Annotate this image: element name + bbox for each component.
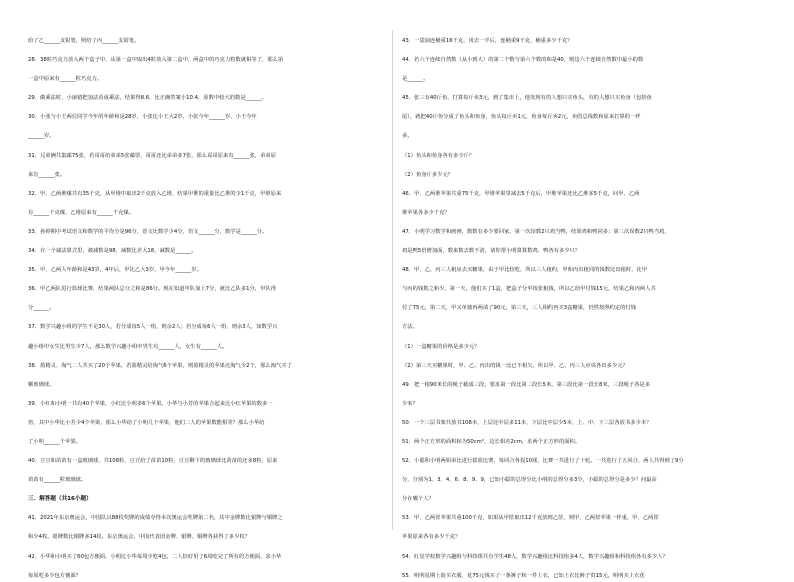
question-line: 给了乙______支铅笔，照给了丙______支铅笔。	[28, 38, 140, 44]
line-gap	[28, 505, 394, 513]
question-line: 堆苹果各多少千克？	[402, 209, 450, 216]
line-gap	[402, 486, 768, 494]
question-line: ______岁。	[28, 133, 55, 140]
question-line: 44．若六个连续自然数（从小到大）的第二个数与第六个数的和是40，则这六个连续自然数中最小的数	[402, 57, 644, 64]
line-gap	[402, 295, 768, 303]
question-line: 53．甲、乙两筐苹果共重100千克，如果从甲筐取出12千克放到乙筐，则甲、乙两筐苹果一样重，甲、乙两筐	[402, 515, 659, 522]
line-gap	[28, 161, 394, 169]
line-gap	[28, 410, 394, 418]
line-gap	[402, 276, 768, 284]
question-line: 来有______张。	[28, 171, 66, 178]
question-line: （2）第三天买糖果时，甲、乙、丙出的钱一比已不相欠，所以甲、乙、丙三人应该各出多少元？	[402, 362, 628, 369]
line-gap	[28, 200, 394, 208]
line-gap	[402, 200, 768, 208]
line-gap	[402, 448, 768, 456]
line-gap	[402, 429, 768, 437]
line-gap	[402, 104, 768, 112]
question-line: 55．明明星期上街买衣服，花75元钱买了一条裤子和一件上衣，已知上衣比裤子贵15元，明明买上衣花	[402, 572, 645, 579]
question-line: 分______。	[28, 305, 55, 312]
line-gap	[402, 562, 768, 570]
question-line: 31．兄弟俩共集邮75张，若哥哥给弟弟5张邮票，哥哥还比弟弟多7张，那么哥哥原来有______张，弟弟原	[28, 152, 276, 159]
line-gap	[402, 85, 768, 93]
line-gap	[402, 505, 768, 513]
question-line: 分在哪个人？	[402, 496, 434, 503]
question-line: 51．两个正方形的面积和为50cm²，边长相差2cm，求两个正方形的面积。	[402, 438, 581, 445]
question-line: 38．篮精灵、淘气二人共买了20个苹果，若篮精灵给淘气6个苹果，则篮精灵的苹果比淘气少2个，那么淘气买了	[28, 362, 292, 369]
question-line: 少米？	[402, 400, 418, 407]
line-gap	[402, 372, 768, 380]
top-margin	[28, 0, 394, 36]
line-gap	[402, 257, 768, 265]
line-gap	[402, 66, 768, 74]
line-gap	[28, 543, 394, 551]
question-line: 是______。	[402, 76, 429, 83]
line-gap	[28, 219, 394, 227]
line-gap	[402, 161, 768, 169]
right-column	[402, 0, 768, 582]
question-line: 28．38粒巧克力放入两个盒子中，从第一盒中取出4粒放入第二盒中，两盒中的巧克力粒数就相等了，那么第	[28, 57, 284, 64]
line-gap	[28, 238, 394, 246]
question-line: 苹果原来各有多少千克？	[402, 534, 461, 541]
question-line: 一盒中原来有______粒巧克力。	[28, 76, 103, 83]
question-line: 了小明______个苹果。	[28, 438, 81, 445]
question-line: 32．甲、乙两堆煤共有35千克，从甲堆中取出2千克放入乙堆，结果甲堆的重量比乙堆的少1千克，甲堆原来	[28, 190, 282, 197]
question-line: 40．豆豆和苗苗有一盒玻璃球，共108粒，豆豆给了苗苗10粒，豆豆剩下的玻璃球比苗苗的还多8粒，原来	[28, 458, 278, 465]
question-line: 有______千克煤，乙堆原来有______千克煤。	[28, 209, 134, 216]
line-gap	[28, 486, 394, 494]
line-gap	[28, 448, 394, 456]
line-gap	[28, 295, 394, 303]
line-gap	[28, 47, 394, 55]
question-line: 47．小明学习数学和画画，数数有多少要回家，第一次误数2只鸡当鸭，结果鸡和鸭同多；第二次误数2只鸭当鸡，	[402, 228, 670, 235]
question-line: （2）鱼身斤多少元？	[402, 171, 454, 178]
line-gap	[402, 123, 768, 131]
line-gap	[28, 104, 394, 112]
question-line: 33．孙婷期中考试语文和数学的平均分是96分，语文比数学少4分，语文______分，数学是______分。	[28, 228, 268, 235]
line-gap	[28, 66, 394, 74]
question-line: 鸡是鸭5倍增加面，数来数去数不清，请你帮小明算算数鸡、鸭各有多少只？	[402, 248, 581, 255]
question-line: 42．小华和小明买了60包方便面，小明比小华每周少吃4包，二人恰好用了6周吃完了所有的方便面，求小华	[28, 553, 282, 560]
line-gap	[28, 467, 394, 475]
line-gap	[28, 257, 394, 265]
question-line: 与丙的钱数之和少。第一天，他们买了1盒，把盒子分甲按张租钱，所以乙给甲付钱15元，结果乙和丙两人共	[402, 286, 656, 293]
line-gap	[402, 238, 768, 246]
line-gap	[28, 85, 394, 93]
question-line: （1）一盒糖果的价格是多少元？	[402, 343, 480, 350]
left-column	[28, 0, 394, 582]
line-gap	[402, 543, 768, 551]
question-line: 46．甲、乙两堆苹果共重75千克，甲堆苹果里减去5千克后，甲堆苹果还比乙堆多5千克，问甲、乙两	[402, 190, 640, 197]
question-line: 35．甲、乙两人年龄和是43岁，4年后，甲比乙大3岁，甲今年______岁。	[28, 267, 202, 274]
question-line: 每周吃多少包方便面？	[28, 572, 81, 579]
line-gap	[28, 276, 394, 284]
question-line: 分，分别为1、3、4、6、8、9、9，已知小聪的总得分比小明的总得分多3分，小聪的总得分是多少？问最高	[402, 477, 657, 484]
question-line: 付了75元，第二天，甲又单独再两请了90元，第三天，三人相约再买3盒糖果，仍然按照约定的付钱	[402, 305, 637, 312]
question-line: 趣小组中女生比男生少7人，那么数学兴趣小组中男生有______人，女生有______人。	[28, 343, 228, 350]
line-gap	[402, 142, 768, 150]
question-line: 43．一袋油连桶重16千克，用去一半后，连桶重9千克，桶重多少千克？	[402, 38, 573, 44]
line-gap	[28, 314, 394, 322]
question-line: 和少4枚，银牌数比铜牌多14枚，东京奥运会，中国代表团金牌、银牌、铜牌各获得了多少枚？	[28, 534, 250, 541]
question-line: 50．一个三层书架共放书108本，上层比中层多11本，下层比中层少5本，上、中、下三层各放书多少本？	[402, 419, 652, 426]
line-gap	[28, 352, 394, 360]
line-gap	[402, 524, 768, 532]
line-gap	[402, 391, 768, 399]
question-line: 39．小红和小明一共有40个苹果，小红比小明多6个苹果。小华与小芳的苹果合起来比小红苹果的数多一	[28, 400, 273, 407]
question-line: 多。	[402, 133, 413, 140]
question-line: 尾），就把40斤鱼分成了鱼头和鱼身，鱼头每斤卖1元，鱼身每斤卖2元，卖的总钱数和原来打算的一样	[402, 114, 641, 121]
question-line: 54．红星学校数学兴趣组与科技组共有学生48人，数学兴趣组比科技组多4人，数学兴趣组和科技组各有多少人？	[402, 553, 668, 560]
question-line: 方法。	[402, 324, 418, 331]
question-line: 49．把一根90米长的绳子截成三段，要求第一段比第二段长5米，第三段比第一段长8米，三段绳子各是多	[402, 381, 650, 388]
top-margin	[402, 0, 768, 36]
line-gap	[28, 181, 394, 189]
line-gap	[402, 181, 768, 189]
line-gap	[28, 142, 394, 150]
question-line: 29．做乘法时，小丽错把加法看成乘法，结果得8.6，比正确答案小10.4，原数中较大的数是______。	[28, 95, 267, 102]
line-gap	[402, 333, 768, 341]
question-line: 30．小张与小王两位同学今年的年龄和是28岁，小张比小王大2岁，小张今年______岁，小王今年	[28, 114, 257, 121]
question-line: 52．小聪和小明两姐弟比进行拔篮比赛，每回合各投10球，比赛一共进行了十轮。一共进行了五回合，两人共得到了9分	[402, 458, 684, 465]
line-gap	[28, 562, 394, 570]
line-gap	[28, 391, 394, 399]
question-line: 41．2021年东京奥运会，中国队以88枚奖牌的成绩夺得本次奥运会奖牌第二名，其中金牌数比银牌与铜牌之	[28, 515, 283, 522]
question-line: 36．甲乙两队进行篮球比赛，结果两队总分之和是86分。现在知道甲队加上7分，就比乙队多1分，甲队得	[28, 286, 276, 293]
question-line: 苗苗有______粒玻璃球。	[28, 477, 87, 484]
line-gap	[402, 47, 768, 55]
question-line: 颗玻璃球。	[28, 381, 55, 388]
question-line: （1）鱼头和鱼身各有多少斤？	[402, 152, 475, 159]
line-gap	[28, 123, 394, 131]
column-divider	[392, 30, 393, 530]
question-line: 45．张三有40斤鱼，打算每斤卖3元，到了集市上，他发现有的人想只买鱼头，有的人想只买鱼身（包括鱼	[402, 95, 652, 102]
line-gap	[28, 429, 394, 437]
question-line: 48．甲、乙、丙三人租房去买糖果，由于甲比较吃，所以三人租约，甲和丙出租同的钱数比出租时，比甲	[402, 267, 648, 274]
line-gap	[402, 314, 768, 322]
line-gap	[28, 524, 394, 532]
line-gap	[28, 333, 394, 341]
line-gap	[402, 219, 768, 227]
question-line: 34．在一个减法算式里，被减数是98，减数比差大18，减数是______。	[28, 248, 197, 255]
line-gap	[402, 410, 768, 418]
line-gap	[402, 352, 768, 360]
question-line: 倍，其中小华比小芳少4个苹果，那么小华给了小明几个苹果，他们二人的苹果数能相等？那么小华给	[28, 419, 265, 426]
question-line: 37．数学兴趣小组的学生不足30人，若分成每5人一组，则余2人；若分成每6人一组，则余3人，如数学兴	[28, 324, 278, 331]
line-gap	[402, 467, 768, 475]
section-heading: 三．解答题（共16小题）	[28, 496, 92, 503]
line-gap	[28, 372, 394, 380]
